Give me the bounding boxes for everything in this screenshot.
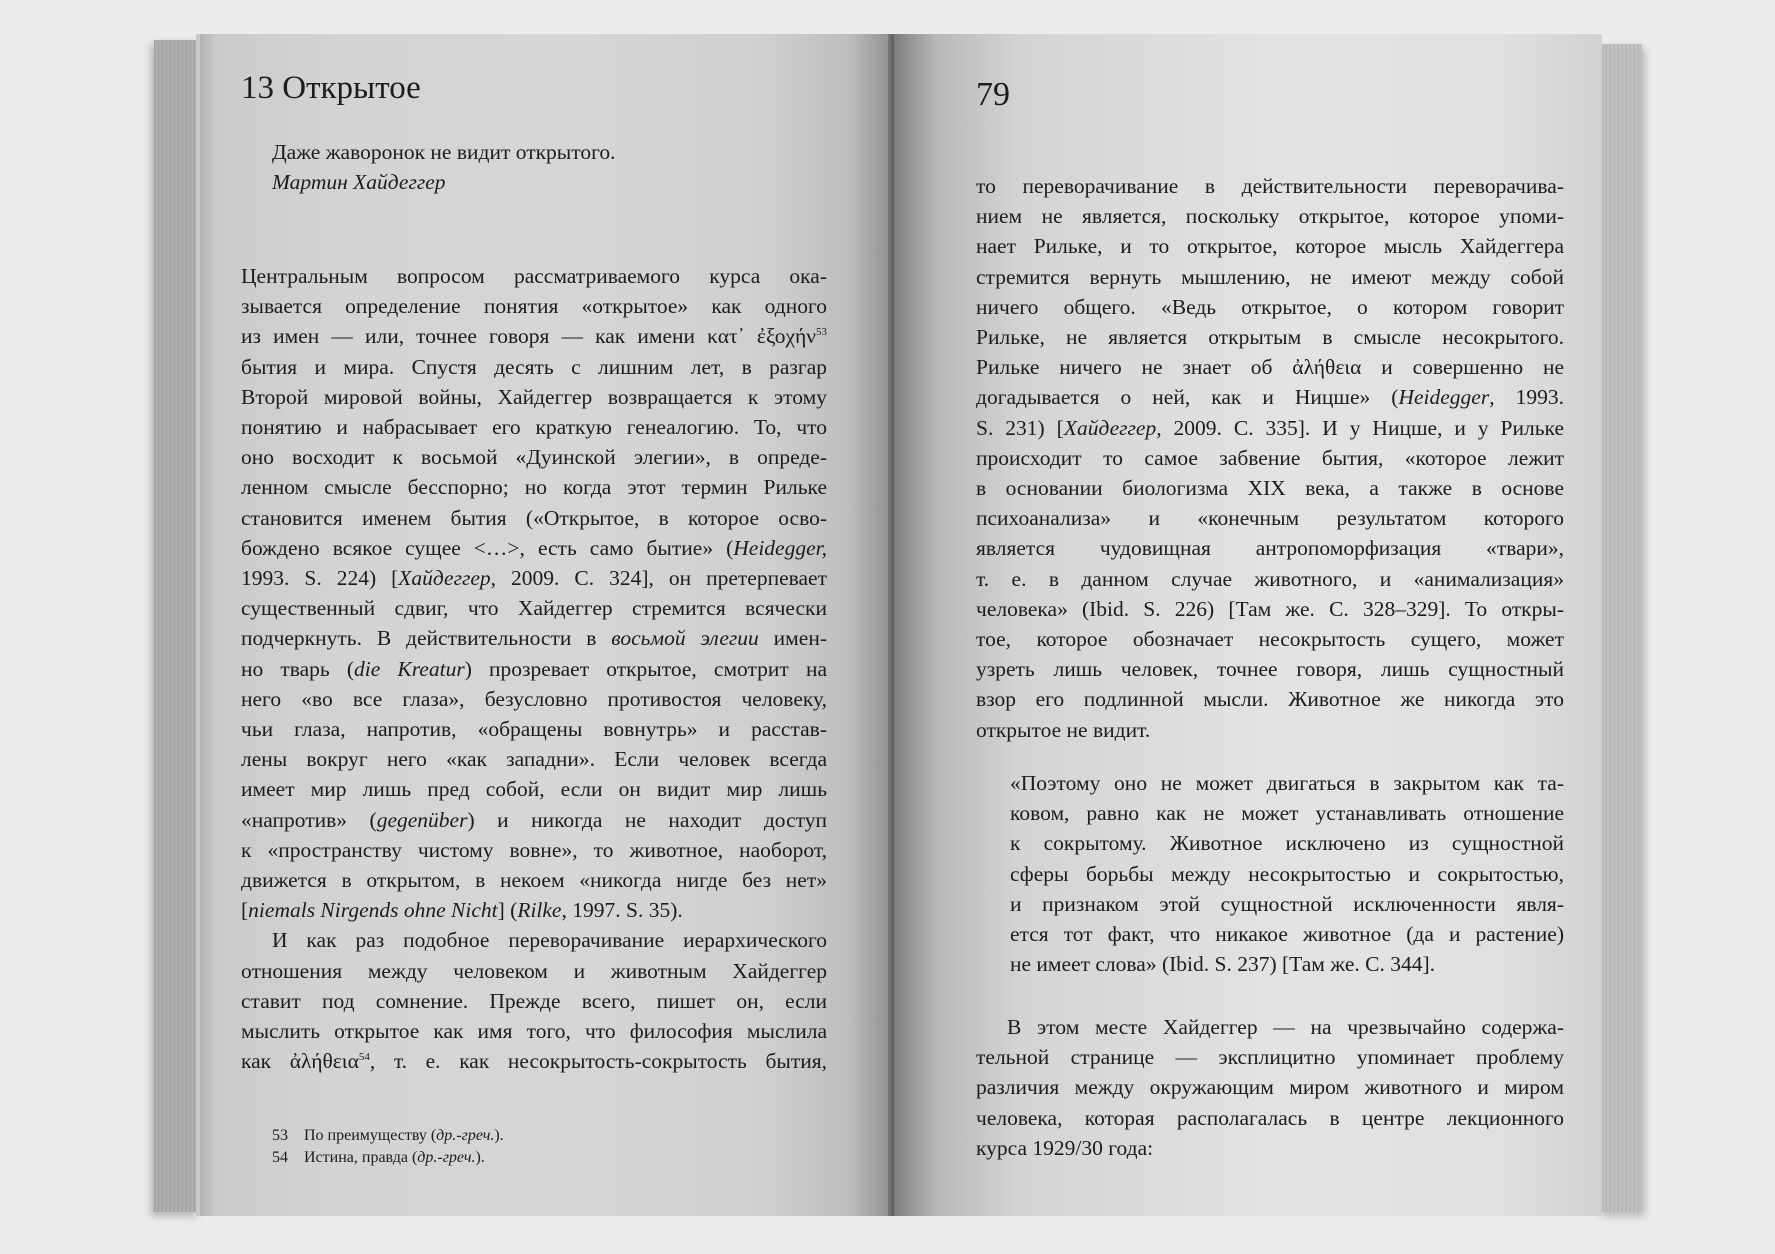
text-line: является чудовищная антропоморфизация «твари», bbox=[976, 536, 1564, 561]
text-line: Рильке ничего не знает об ἀλήθεια и совершенно не bbox=[976, 355, 1564, 380]
text-line: бождено всякое сущее <…>, есть само бытие» (Heidegger, bbox=[241, 535, 827, 560]
text-line: Второй мировой войны, Хайдеггер возвращается к этому bbox=[241, 384, 827, 409]
text-line: но тварь (die Kreatur) прозревает открытое, смотрит на bbox=[241, 656, 827, 681]
text-line: из имен — или, точнее говоря — как имени κατ᾽ ἐξοχήν$^{53}$ bbox=[241, 324, 827, 349]
page-number: 79 bbox=[976, 76, 1010, 113]
text-line: И как раз подобное переворачивание иерархического bbox=[272, 928, 827, 953]
quote-line: не имеет слова» (Ibid. S. 237) [Там же. С. 344]. bbox=[1010, 952, 1436, 977]
text-line: человека» (Ibid. S. 226) [Там же. С. 328–329]. То откры- bbox=[976, 596, 1564, 621]
text-line: 1993. S. 224) [Хайдеггер, 2009. С. 324], он претерпевает bbox=[241, 566, 827, 591]
text-line: т. е. в данном случае животного, и «анимализация» bbox=[976, 566, 1564, 591]
left-page-edges bbox=[154, 40, 200, 1212]
chapter-heading: 13 Открытое bbox=[241, 70, 421, 106]
footnotes bbox=[272, 1125, 504, 1169]
text-line: лены вокруг него «как западни». Если человек всегда bbox=[241, 747, 827, 772]
text-line: стремится вернуть мышлению, не имеют между собой bbox=[976, 264, 1564, 289]
text-line: ничего общего. «Ведь открытое, о котором говорит bbox=[976, 294, 1564, 319]
text-line: в основании биологизма XIX века, а также в основе bbox=[976, 476, 1564, 501]
text-line: существенный сдвиг, что Хайдеггер стремится всячески bbox=[241, 596, 827, 621]
block-quote bbox=[1010, 768, 1564, 979]
footnote-ref: 53 bbox=[816, 326, 827, 339]
epigraph-author: Мартин Хайдеггер bbox=[272, 170, 446, 194]
quote-line: ется тот факт, что никакое животное (да и растение) bbox=[1010, 922, 1564, 947]
text-line: зывается определение понятия «открытое» как одного bbox=[241, 294, 827, 319]
text-line: нает Рильке, и то открытое, которое мысль Хайдеггера bbox=[976, 234, 1564, 259]
text-line: отношения между человеком и животным Хайдеггер bbox=[241, 958, 827, 983]
text-line: становится именем бытия («Открытое, в которое осво- bbox=[241, 505, 827, 530]
text-line: то переворачивание в действительности переворачива- bbox=[976, 174, 1564, 198]
text-line: к «пространству чистому вовне», то животное, наоборот, bbox=[241, 837, 827, 862]
text-line: В этом месте Хайдеггер — на чрезвычайно содержа- bbox=[1007, 1015, 1564, 1039]
text-line: [niemals Nirgends ohne Nicht] (Rilke, 1997. S. 35). bbox=[241, 898, 683, 923]
right-page bbox=[894, 34, 1602, 1216]
text-line: взор его подлинной мысли. Животное же никогда это bbox=[976, 687, 1564, 712]
text-line: открытое не видит. bbox=[976, 717, 1151, 742]
left-page bbox=[196, 34, 892, 1216]
text-line: ставит под сомнение. Прежде всего, пишет он, если bbox=[241, 988, 827, 1013]
text-line: психоанализа» и «конечным результатом которого bbox=[976, 506, 1564, 531]
footnote: 53 По преимуществу (др.-греч.). bbox=[272, 1127, 504, 1144]
text-line: понятию и набрасывает его краткую генеалогию. То, что bbox=[241, 415, 827, 440]
text-line: имеет мир лишь пред собой, если он видит мир лишь bbox=[241, 777, 827, 802]
text-line: как ἀλήθεια$^{54}$, т. е. как несокрытость-сокрытость бытия, bbox=[241, 1049, 827, 1074]
right-page-body bbox=[976, 171, 1564, 745]
text-line: движется в открытом, в некоем «никогда нигде без нет» bbox=[241, 868, 827, 893]
footnote-ref: 54 bbox=[358, 1051, 370, 1064]
text-line: него «во все глаза», безусловно противостоя человеку, bbox=[241, 686, 827, 711]
quote-line: «Поэтому оно не может двигаться в закрытом как та- bbox=[1010, 771, 1564, 795]
text-line: мыслить открытое как имя того, что философия мыслила bbox=[241, 1019, 827, 1044]
spine-shadow bbox=[200, 34, 216, 1216]
text-line: различия между окружающим миром животного и миром bbox=[976, 1075, 1564, 1100]
text-line: тое, которое обозначает несокрытость сущего, может bbox=[976, 627, 1564, 652]
text-line: оно восходит к восьмой «Дуинской элегии», в опреде- bbox=[241, 445, 827, 470]
text-line: происходит то самое забвение бытия, «которое лежит bbox=[976, 445, 1564, 470]
text-line: догадывается о ней, как и Ницше» (Heidegger, 1993. bbox=[976, 385, 1564, 410]
text-line: узреть лишь человек, точнее говоря, лишь сущностный bbox=[976, 657, 1564, 682]
quote-line: сферы борьбы между несокрытостью и сокрытостью, bbox=[1010, 861, 1564, 886]
text-line: Рильке, не является открытым в смысле несокрытого. bbox=[976, 325, 1564, 350]
text-line: тельной странице — эксплицитно упоминает проблему bbox=[976, 1045, 1564, 1070]
text-line: бытия и мира. Спустя десять с лишним лет, в разгар bbox=[241, 354, 827, 379]
text-line: нием не является, поскольку открытое, которое упоми- bbox=[976, 204, 1564, 229]
text-line: «напротив» (gegenüber) и никогда не находит доступ bbox=[241, 807, 827, 832]
epigraph bbox=[272, 137, 832, 197]
text-line: чьи глаза, напротив, «обращены вовнутрь» и расстав- bbox=[241, 717, 827, 742]
right-final-paragraph bbox=[976, 1012, 1564, 1163]
quote-line: к сокрытому. Животное исключено из сущностной bbox=[1010, 831, 1564, 856]
quote-line: и признаком этой сущностной исключенности явля- bbox=[1010, 891, 1564, 916]
right-page-edges bbox=[1598, 44, 1642, 1212]
text-line: подчеркнуть. В действительности в восьмой элегии имен- bbox=[241, 626, 827, 651]
text-line: ленном смысле бесспорно; но когда этот термин Рильке bbox=[241, 475, 827, 500]
text-line: курса 1929/30 года: bbox=[976, 1135, 1154, 1160]
text-line: Центральным вопросом рассматриваемого курса ока- bbox=[241, 264, 827, 288]
footnote: 54 Истина, правда (др.-греч.). bbox=[272, 1149, 485, 1166]
epigraph-quote: Даже жаворонок не видит открытого. bbox=[272, 140, 616, 164]
quote-line: ковом, равно как не может устанавливать отношение bbox=[1010, 801, 1564, 826]
text-line: S. 231) [Хайдеггер, 2009. С. 335]. И у Ницше, и у Рильке bbox=[976, 415, 1564, 440]
text-line: человека, которая располагалась в центре лекционного bbox=[976, 1105, 1564, 1130]
left-page-body bbox=[241, 261, 827, 1076]
